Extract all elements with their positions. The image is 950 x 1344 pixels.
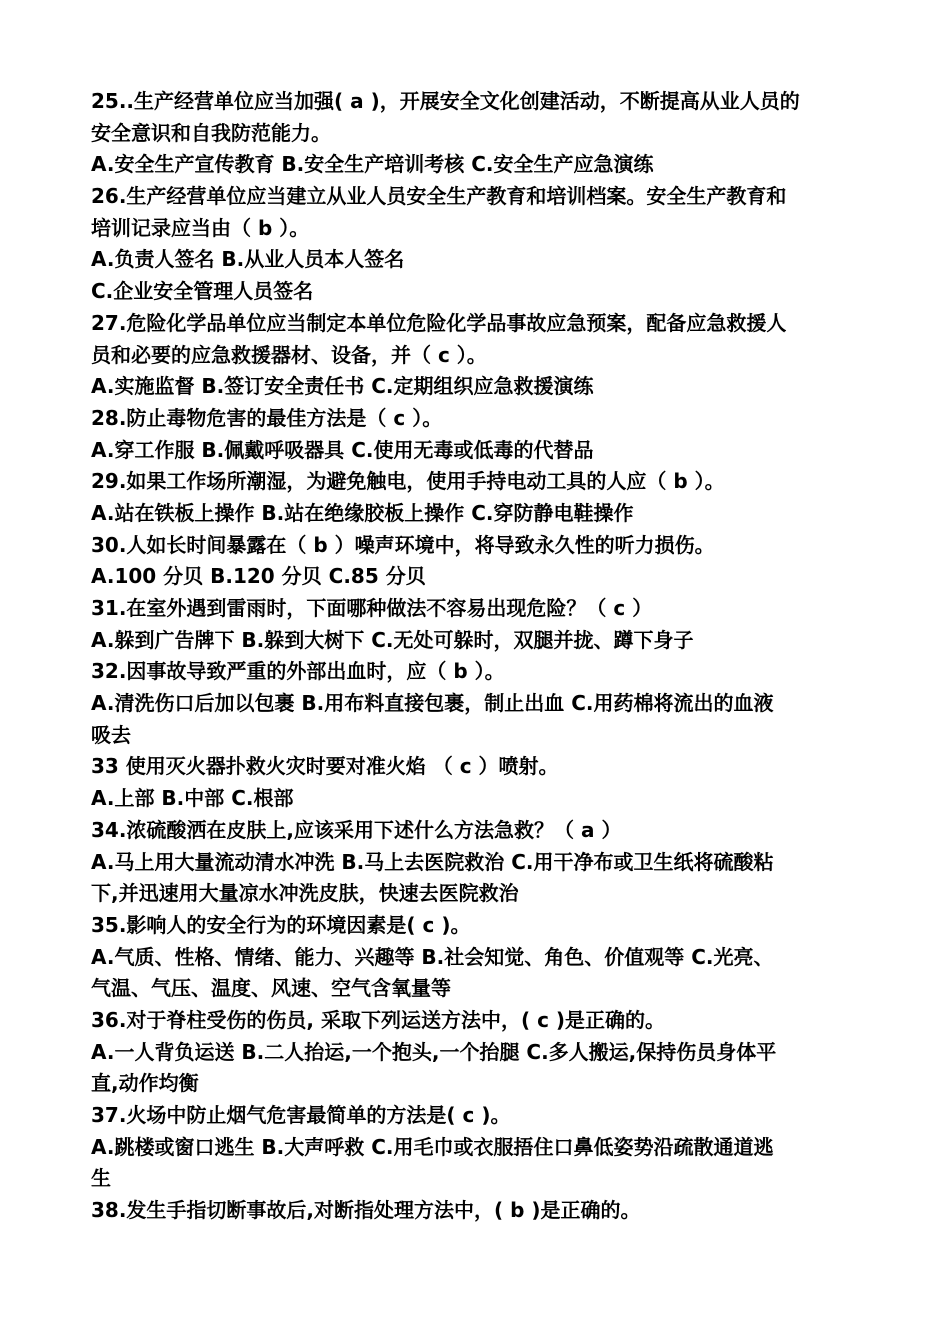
text-line: 33 使用灭火器扑救火灾时要对准火焰 （ c ）喷射。 [91,754,559,779]
text-line: A.实施监督 B.签订安全责任书 C.定期组织应急救援演练 [91,374,594,399]
text-line: 32.因事故导致严重的外部出血时，应（ b ）。 [91,659,505,684]
text-line: A.马上用大量流动清水冲洗 B.马上去医院救治 C.用干净布或卫生纸将硫酸粘 [91,849,774,874]
text-line: 吸去 [91,722,131,747]
text-line: 安全意识和自我防范能力。 [91,120,331,145]
text-line: 29.如果工作场所潮湿，为避免触电，使用手持电动工具的人应（ b ）。 [91,469,725,494]
text-line: A.上部 B.中部 C.根部 [91,786,294,811]
text-line: 下,并迅速用大量凉水冲洗皮肤，快速去医院救治 [91,881,519,906]
text-line: C.企业安全管理人员签名 [91,279,314,304]
text-line: 气温、气压、温度、风速、空气含氧量等 [91,976,451,1001]
text-line: A.一人背负运送 B.二人抬运,一个抱头,一个抬腿 C.多人搬运,保持伤员身体平 [91,1039,777,1064]
text-line: A.穿工作服 B.佩戴呼吸器具 C.使用无毒或低毒的代替品 [91,437,594,462]
text-line: A.站在铁板上操作 B.站在绝缘胶板上操作 C.穿防静电鞋操作 [91,500,634,525]
document-page [91,86,871,1227]
text-line: A.安全生产宣传教育 B.安全生产培训考核 C.安全生产应急演练 [91,152,654,177]
text-line: A.100 分贝 B.120 分贝 C.85 分贝 [91,564,426,589]
text-line: A.跳楼或窗口逃生 B.大声呼救 C.用毛巾或衣服捂住口鼻低姿势沿疏散通道逃 [91,1134,774,1159]
text-line: 34.浓硫酸洒在皮肤上,应该采用下述什么方法急救？（ a ） [91,817,622,842]
text-line: A.气质、性格、情绪、能力、兴趣等 B.社会知觉、角色、价值观等 C.光亮、 [91,944,774,969]
text-line: 30.人如长时间暴露在（ b ）噪声环境中，将导致永久性的听力损伤。 [91,532,715,557]
text-line: 员和必要的应急救援器材、设备，并（ c ）。 [91,342,487,367]
text-line: A.躲到广告牌下 B.躲到大树下 C.无处可躲时，双腿并拢、蹲下身子 [91,627,694,652]
text-line: 生 [91,1166,111,1191]
text-line: 28.防止毒物危害的最佳方法是（ c ）。 [91,405,443,430]
text-line: 25..生产经营单位应当加强( a )，开展安全文化创建活动，不断提高从业人员的 [91,89,800,113]
text-line: 27.危险化学品单位应当制定本单位危险化学品事故应急预案，配备应急救援人 [91,310,787,335]
text-line: A.负责人签名 B.从业人员本人签名 [91,247,405,272]
text-line: 37.火场中防止烟气危害最简单的方法是( c )。 [91,1103,511,1127]
text-line: 31.在室外遇到雷雨时，下面哪种做法不容易出现危险？（ c ） [91,596,653,620]
text-line: A.清洗伤口后加以包裹 B.用布料直接包裹，制止出血 C.用药棉将流出的血液 [91,691,774,716]
text-line: 36.对于脊柱受伤的伤员, 采取下列运送方法中，( c )是正确的。 [91,1007,666,1032]
text-line: 培训记录应当由（ b ）。 [91,215,310,240]
text-line: 直,动作均衡 [91,1071,199,1096]
text-line: 26.生产经营单位应当建立从业人员安全生产教育和培训档案。安全生产教育和 [91,184,787,209]
text-line: 38.发生手指切断事故后,对断指处理方法中，( b )是正确的。 [91,1198,641,1223]
text-line: 35.影响人的安全行为的环境因素是( c )。 [91,912,471,937]
